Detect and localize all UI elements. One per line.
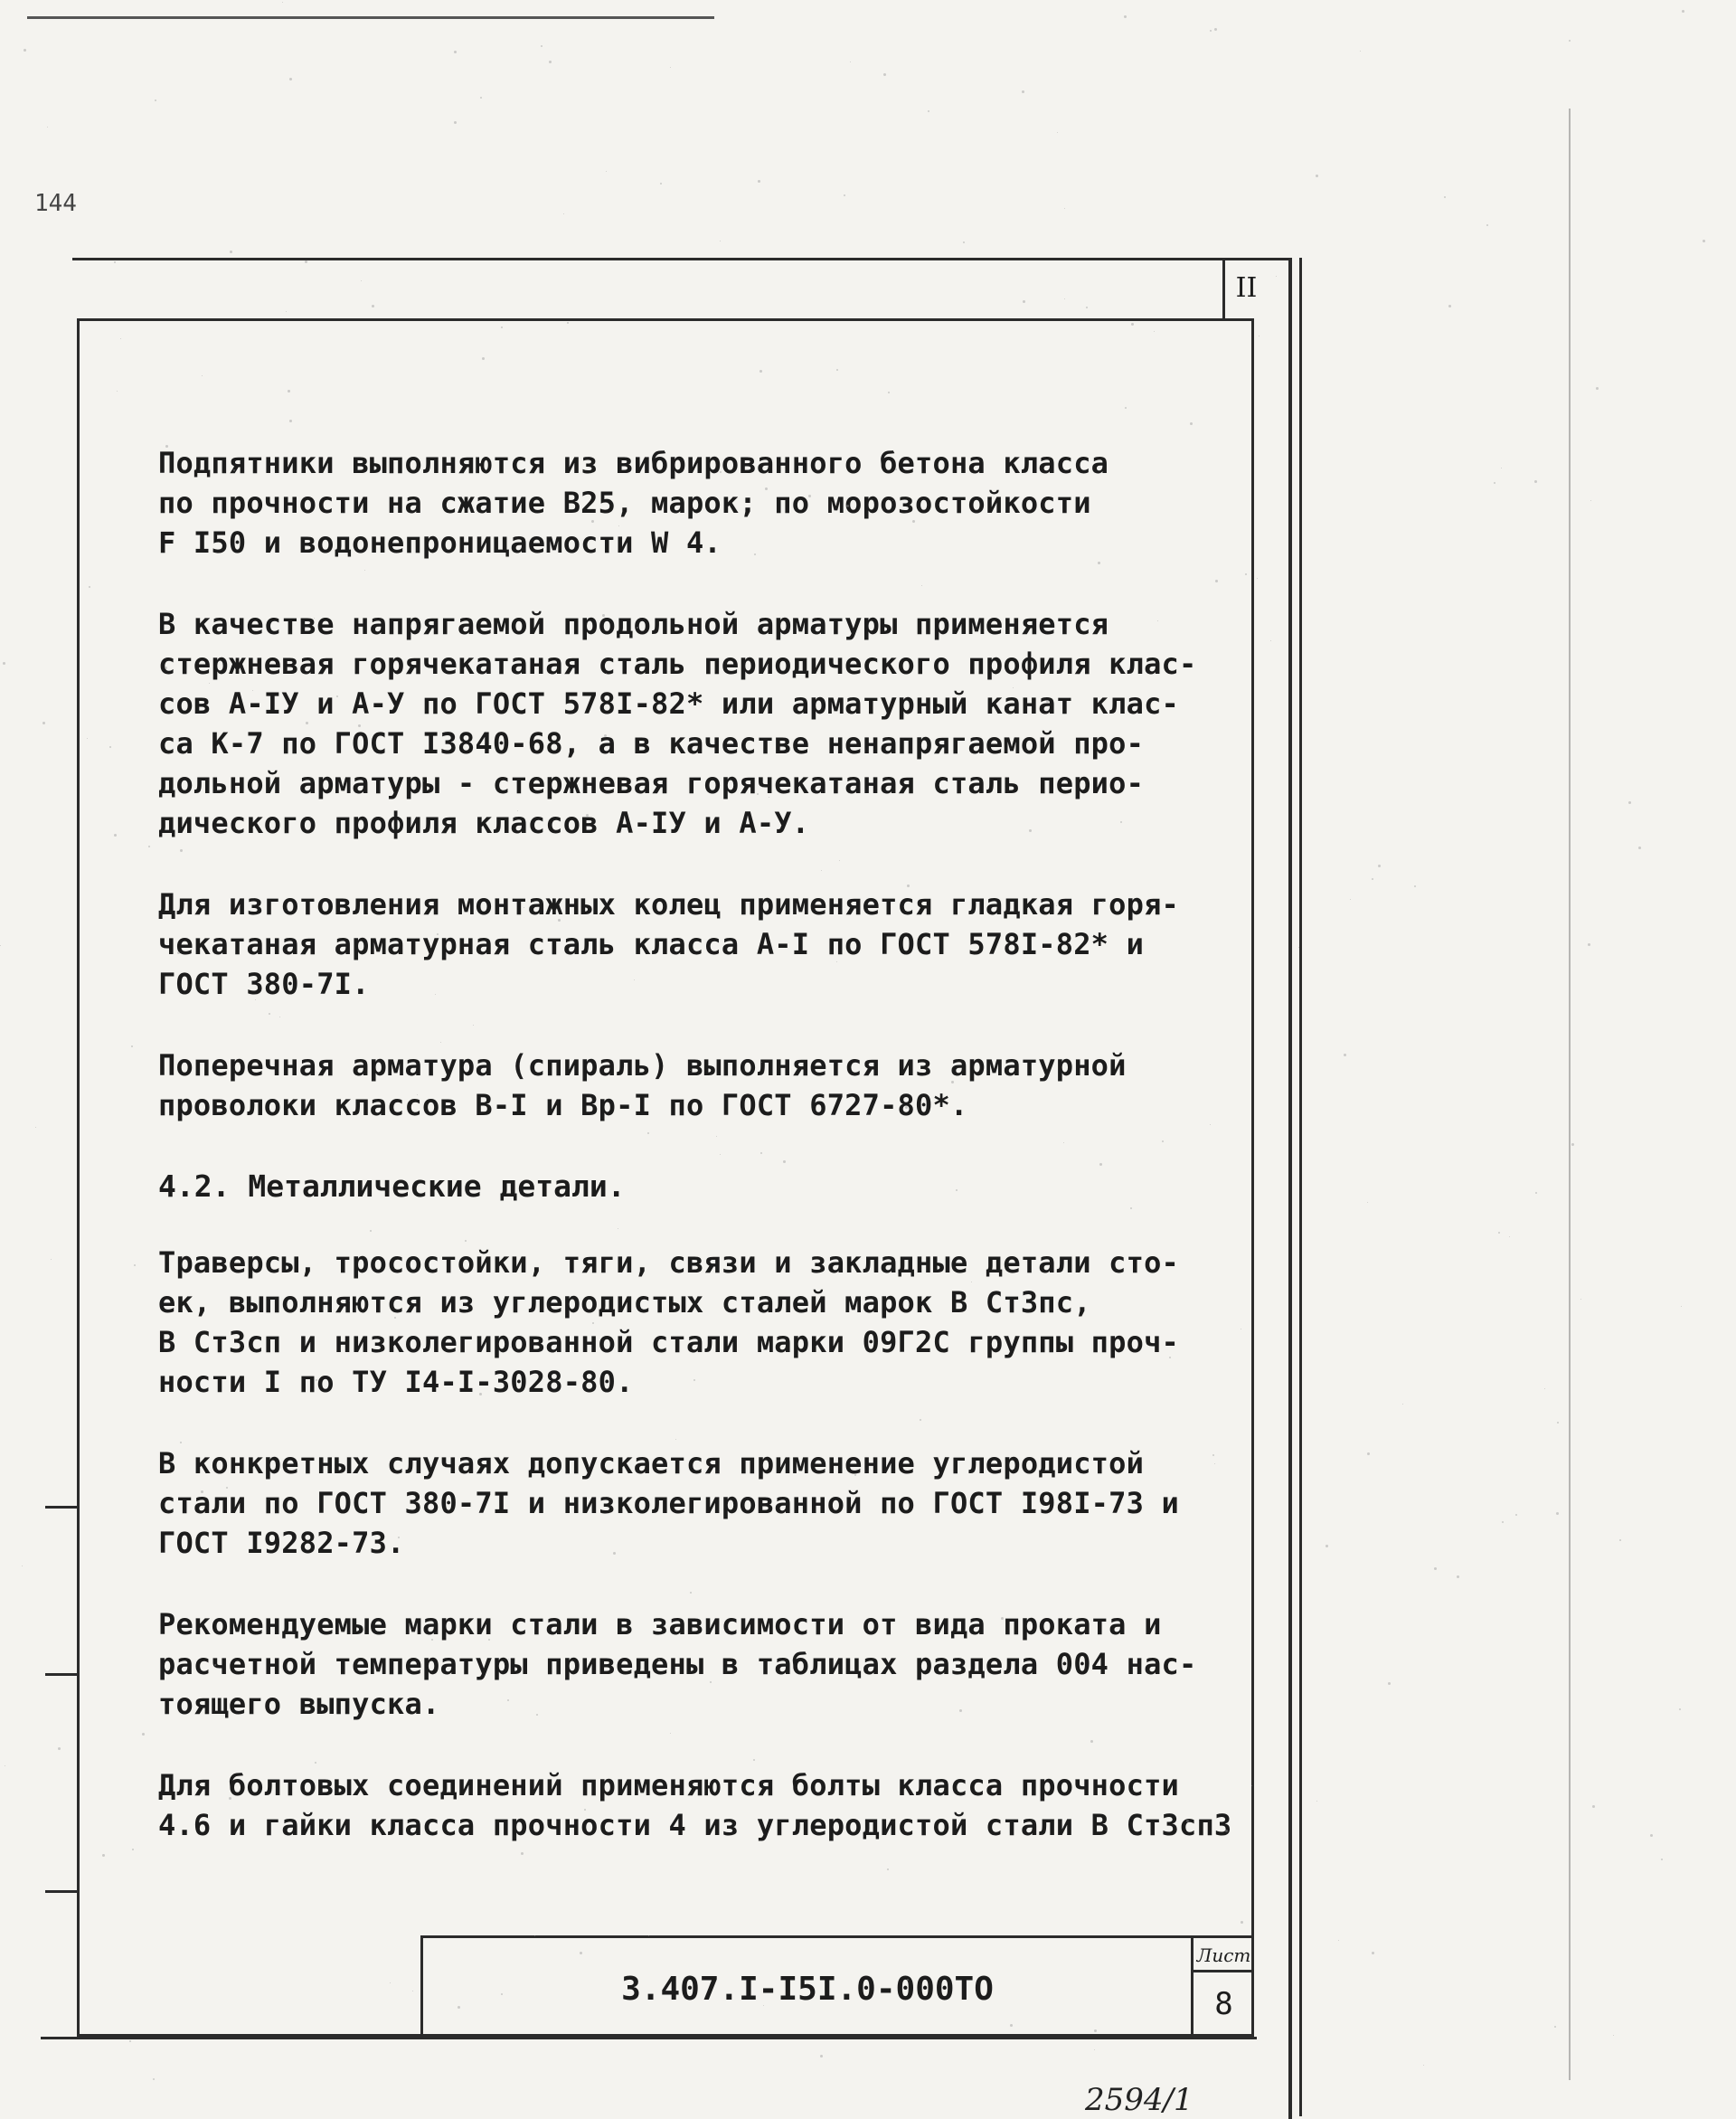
scan-noise-speck bbox=[431, 1639, 433, 1641]
text-line: сов А-IУ и А-У по ГОСТ 578I-82* или арматурный канат клас- bbox=[158, 686, 1180, 721]
scan-noise-speck bbox=[1120, 821, 1122, 823]
scan-noise-speck bbox=[1094, 2029, 1097, 2032]
scan-noise-speck bbox=[465, 1240, 467, 1242]
scan-noise-speck bbox=[510, 1347, 511, 1348]
scan-noise-speck bbox=[760, 1152, 762, 1154]
scan-noise-speck bbox=[1063, 1142, 1064, 1143]
section-heading-4-2: 4.2. Металлические детали. bbox=[158, 1168, 626, 1204]
scan-noise-speck bbox=[1580, 1299, 1581, 1300]
scan-noise-speck bbox=[618, 525, 619, 526]
scan-noise-speck bbox=[648, 1935, 649, 1936]
scan-noise-speck bbox=[808, 495, 811, 497]
scan-noise-speck bbox=[398, 1537, 400, 1538]
scan-noise-speck bbox=[361, 280, 362, 281]
text-line: стали по ГОСТ 380-7I и низколегированной по ГОСТ I98I-73 и bbox=[158, 1486, 1180, 1520]
scan-noise-speck bbox=[508, 1659, 509, 1660]
scan-noise-speck bbox=[912, 520, 915, 523]
scan-noise-speck bbox=[201, 1490, 203, 1493]
scan-noise-speck bbox=[364, 570, 365, 571]
scan-noise-speck bbox=[1509, 1236, 1510, 1237]
scan-noise-speck bbox=[606, 673, 607, 674]
scan-noise-speck bbox=[1162, 1140, 1164, 1142]
scan-noise-speck bbox=[1596, 387, 1599, 390]
text-line: проволоки классов В-I и Вр-I по ГОСТ 6727-80*. bbox=[158, 1088, 968, 1122]
scan-noise-speck bbox=[763, 2005, 764, 2006]
scan-noise-speck bbox=[180, 849, 183, 852]
scan-noise-speck bbox=[1571, 1143, 1574, 1146]
scan-noise-speck bbox=[758, 180, 760, 183]
paragraph-transverse-reinforcement bbox=[158, 1045, 1189, 1125]
scan-noise-speck bbox=[1102, 901, 1104, 903]
scan-noise-speck bbox=[757, 793, 759, 795]
scan-noise-speck bbox=[1157, 620, 1158, 621]
scan-noise-speck bbox=[233, 469, 235, 471]
scan-noise-speck bbox=[1064, 298, 1065, 299]
scan-noise-speck bbox=[1554, 2026, 1556, 2028]
scan-noise-speck bbox=[888, 392, 890, 393]
text-line: дольной арматуры - стержневая горячекатаная сталь перио- bbox=[158, 766, 1145, 800]
text-line: по прочности на сжатие В25, марок; по морозостойкости bbox=[158, 486, 1091, 520]
scan-noise-speck bbox=[558, 919, 561, 922]
scan-noise-speck bbox=[1486, 224, 1488, 226]
scan-noise-speck bbox=[109, 746, 111, 748]
scan-noise-speck bbox=[114, 261, 116, 263]
scan-noise-speck bbox=[1372, 878, 1373, 880]
scan-noise-speck bbox=[488, 1639, 490, 1641]
scan-noise-speck bbox=[1515, 1514, 1517, 1516]
scan-noise-speck bbox=[1494, 482, 1495, 484]
scan-noise-speck bbox=[716, 1136, 717, 1137]
scan-noise-speck bbox=[1434, 1567, 1437, 1570]
scan-noise-speck bbox=[372, 305, 374, 307]
scan-noise-speck bbox=[314, 618, 315, 619]
margin-tick bbox=[45, 1890, 80, 1893]
scan-noise-speck bbox=[87, 738, 88, 739]
scan-noise-speck bbox=[963, 241, 965, 243]
scan-noise-speck bbox=[591, 520, 594, 523]
scan-noise-speck bbox=[1257, 578, 1258, 579]
scan-noise-speck bbox=[760, 370, 762, 373]
scan-noise-speck bbox=[1703, 240, 1705, 242]
scan-noise-speck bbox=[1124, 15, 1127, 18]
sheet-label: Лист bbox=[1194, 1938, 1254, 1972]
scan-noise-speck bbox=[895, 468, 897, 470]
scan-noise-speck bbox=[1098, 562, 1100, 564]
scan-noise-speck bbox=[120, 338, 121, 339]
scan-noise-speck bbox=[454, 51, 457, 53]
scan-noise-speck bbox=[1094, 2049, 1095, 2050]
scan-noise-speck bbox=[883, 73, 886, 76]
scan-noise-speck bbox=[658, 1659, 660, 1660]
scan-noise-speck bbox=[1372, 1952, 1374, 1954]
scan-noise-speck bbox=[282, 2, 283, 3]
scan-noise-speck bbox=[517, 810, 518, 811]
document-code: 3.407.I-I5I.0-000ТО bbox=[621, 1970, 994, 2008]
text-line: В качестве напрягаемой продольной арматуры применяется bbox=[158, 607, 1109, 641]
scan-noise-speck bbox=[541, 45, 542, 47]
scan-noise-speck bbox=[1225, 1830, 1228, 1832]
scan-noise-speck bbox=[1388, 1682, 1391, 1685]
scan-noise-speck bbox=[892, 500, 893, 501]
scan-noise-speck bbox=[458, 2006, 460, 2009]
scan-noise-speck bbox=[390, 1982, 391, 1983]
text-line: Подпятники выполняются из вибрированного бетона класса bbox=[158, 446, 1109, 480]
scan-noise-speck bbox=[1270, 640, 1271, 641]
text-line: стержневая горячекатаная сталь периодического профиля клас- bbox=[158, 647, 1197, 681]
scan-noise-speck bbox=[534, 1935, 535, 1936]
scan-noise-speck bbox=[1214, 28, 1217, 31]
scan-noise-speck bbox=[1210, 30, 1212, 32]
scan-noise-speck bbox=[1661, 1859, 1663, 1860]
text-line: дического профиля классов А-IУ и А-У. bbox=[158, 806, 810, 840]
scan-noise-speck bbox=[761, 1062, 762, 1063]
scan-noise-speck bbox=[1588, 943, 1590, 946]
scan-noise-speck bbox=[1316, 1801, 1317, 1802]
corner-archive-mark: 144 bbox=[34, 190, 77, 217]
text-line: чекатаная арматурная сталь класса А-I по ГОСТ 578I-82* и bbox=[158, 927, 1145, 961]
scan-noise-speck bbox=[660, 183, 662, 184]
scan-noise-speck bbox=[132, 1849, 134, 1850]
scan-noise-speck bbox=[1241, 1921, 1243, 1924]
scan-noise-speck bbox=[1130, 1207, 1132, 1209]
scan-noise-speck bbox=[89, 586, 90, 588]
scan-noise-speck bbox=[226, 1487, 228, 1489]
scan-noise-speck bbox=[634, 979, 635, 980]
scan-noise-speck bbox=[47, 127, 48, 128]
scan-noise-speck bbox=[604, 734, 607, 737]
scan-noise-speck bbox=[602, 614, 605, 617]
scan-noise-speck bbox=[209, 683, 210, 684]
scan-noise-speck bbox=[316, 1379, 317, 1381]
scan-noise-speck bbox=[563, 213, 564, 214]
scan-noise-speck bbox=[1502, 1521, 1504, 1523]
scan-noise-speck bbox=[24, 49, 26, 52]
scan-noise-speck bbox=[1367, 1452, 1370, 1455]
scan-noise-speck bbox=[1360, 51, 1361, 52]
paragraph-recommended-steel bbox=[158, 1604, 1197, 1724]
scan-noise-speck bbox=[131, 1045, 133, 1047]
scan-noise-speck bbox=[920, 1419, 921, 1421]
scan-noise-speck bbox=[586, 814, 589, 817]
scan-noise-speck bbox=[286, 311, 287, 312]
scan-noise-speck bbox=[1534, 480, 1537, 483]
scan-noise-speck bbox=[536, 1714, 538, 1716]
scan-noise-speck bbox=[473, 1025, 474, 1026]
scan-noise-speck bbox=[690, 1070, 691, 1071]
scan-noise-speck bbox=[482, 357, 485, 360]
scan-noise-speck bbox=[1498, 1232, 1500, 1234]
scan-noise-speck bbox=[854, 1474, 856, 1476]
scan-noise-speck bbox=[1029, 829, 1032, 832]
scan-noise-speck bbox=[1613, 2035, 1614, 2036]
scan-noise-speck bbox=[670, 1733, 671, 1734]
scan-noise-speck bbox=[423, 780, 424, 781]
scan-noise-speck bbox=[269, 1013, 270, 1015]
scan-noise-speck bbox=[417, 1094, 418, 1095]
scan-noise-speck bbox=[288, 390, 290, 393]
scan-noise-speck bbox=[1367, 1202, 1368, 1203]
scan-noise-speck bbox=[315, 1762, 316, 1764]
scan-noise-speck bbox=[1214, 1463, 1215, 1464]
scan-noise-speck bbox=[1064, 208, 1065, 209]
scan-noise-speck bbox=[1057, 132, 1058, 133]
scan-noise-speck bbox=[1022, 90, 1024, 93]
scan-noise-speck bbox=[836, 369, 838, 371]
scan-noise-speck bbox=[637, 627, 638, 629]
text-line: Траверсы, тросостойки, тяги, связи и закладные детали сто- bbox=[158, 1245, 1180, 1280]
scan-noise-speck bbox=[230, 251, 232, 253]
text-line: ек, выполняются из углеродистых сталей марок В СтЗпс, bbox=[158, 1285, 1091, 1320]
scan-noise-speck bbox=[1001, 1617, 1004, 1620]
scan-noise-speck bbox=[754, 553, 756, 555]
scan-noise-speck bbox=[501, 1993, 503, 1995]
scan-noise-speck bbox=[959, 1709, 962, 1712]
handwritten-archive-number: 2594/1 bbox=[1085, 2082, 1194, 2118]
scan-noise-speck bbox=[1592, 1805, 1595, 1808]
scan-noise-speck bbox=[229, 1797, 231, 1800]
scan-noise-speck bbox=[394, 1317, 396, 1319]
outer-frame-edge bbox=[1299, 258, 1302, 2116]
scan-noise-speck bbox=[720, 1154, 721, 1155]
scan-noise-speck bbox=[844, 194, 845, 196]
text-line: са К-7 по ГОСТ I3840-68, а в качестве ненапрягаемой про- bbox=[158, 726, 1145, 761]
scan-noise-speck bbox=[255, 999, 256, 1000]
scan-noise-speck bbox=[1350, 899, 1351, 900]
scan-noise-speck bbox=[887, 1868, 889, 1870]
scan-noise-speck bbox=[1131, 323, 1134, 326]
text-line: Для изготовления монтажных колец применяется гладкая горя- bbox=[158, 887, 1180, 922]
scan-noise-speck bbox=[1090, 1740, 1093, 1743]
scan-noise-speck bbox=[1316, 175, 1318, 177]
scan-noise-speck bbox=[820, 2055, 823, 2058]
scan-noise-speck bbox=[177, 951, 180, 954]
scan-noise-speck bbox=[1414, 885, 1416, 887]
scan-noise-speck bbox=[202, 375, 203, 376]
scan-noise-speck bbox=[1619, 1539, 1621, 1541]
paragraph-mounting-rings bbox=[158, 884, 1189, 1004]
scan-noise-speck bbox=[821, 870, 822, 871]
text-line: тоящего выпуска. bbox=[158, 1687, 440, 1721]
scan-noise-speck bbox=[693, 1379, 695, 1381]
scan-noise-speck bbox=[142, 1733, 145, 1736]
scan-noise-speck bbox=[1210, 1124, 1211, 1125]
scan-noise-speck bbox=[507, 1699, 509, 1701]
scan-noise-speck bbox=[1154, 331, 1155, 332]
margin-tick bbox=[45, 1506, 80, 1509]
scan-top-line bbox=[27, 16, 714, 19]
scan-noise-speck bbox=[1056, 905, 1057, 906]
scan-noise-speck bbox=[501, 326, 503, 328]
scan-noise-speck bbox=[836, 961, 837, 962]
scan-noise-speck bbox=[1378, 865, 1381, 867]
scan-noise-speck bbox=[129, 2040, 131, 2042]
text-line: 4.6 и гайки класса прочности 4 из углеродистой стали В СтЗсп3 bbox=[158, 1808, 1232, 1842]
scan-noise-speck bbox=[58, 1747, 61, 1750]
scan-noise-speck bbox=[165, 667, 167, 669]
scan-noise-speck bbox=[1679, 1708, 1681, 1710]
scan-noise-speck bbox=[1344, 1054, 1346, 1056]
scan-noise-speck bbox=[1402, 1404, 1403, 1405]
paragraph-traverses bbox=[158, 1243, 1189, 1402]
scan-noise-speck bbox=[435, 994, 436, 995]
scan-noise-speck bbox=[0, 945, 1, 946]
text-line: ности I по ТУ I4-I-3028-80. bbox=[158, 1365, 634, 1399]
scan-noise-speck bbox=[252, 690, 253, 691]
scan-noise-speck bbox=[1099, 1163, 1102, 1166]
scan-noise-speck bbox=[839, 860, 840, 861]
scan-noise-speck bbox=[559, 1059, 560, 1060]
scan-noise-speck bbox=[928, 110, 929, 112]
scan-noise-speck bbox=[1681, 1306, 1682, 1307]
scan-noise-speck bbox=[907, 1979, 909, 1981]
scan-noise-speck bbox=[846, 505, 849, 507]
scan-noise-speck bbox=[584, 1809, 586, 1811]
scan-noise-speck bbox=[305, 260, 307, 263]
margin-tick bbox=[45, 1673, 80, 1676]
scan-noise-speck bbox=[114, 834, 117, 837]
text-line: ГОСТ 380-7I. bbox=[158, 967, 370, 1001]
scan-noise-speck bbox=[690, 1592, 692, 1594]
scan-edge-line bbox=[1569, 109, 1571, 2080]
scan-noise-speck bbox=[951, 1081, 954, 1083]
scan-noise-speck bbox=[1086, 307, 1088, 308]
scan-noise-speck bbox=[370, 1230, 372, 1232]
text-line: F I50 и водонепроницаемости W 4. bbox=[158, 525, 722, 560]
scan-noise-speck bbox=[1638, 847, 1641, 849]
document-body bbox=[158, 443, 1232, 1887]
scan-noise-speck bbox=[1010, 2024, 1013, 2027]
scan-noise-speck bbox=[42, 722, 45, 724]
scan-noise-speck bbox=[148, 846, 150, 847]
scan-noise-speck bbox=[1557, 1422, 1559, 1424]
scan-noise-speck bbox=[592, 1322, 594, 1324]
scan-noise-speck bbox=[289, 420, 292, 422]
scan-noise-speck bbox=[1338, 1940, 1339, 1941]
scan-noise-speck bbox=[783, 1160, 786, 1163]
text-line: В конкретных случаях допускается применение углеродистой bbox=[158, 1446, 1145, 1480]
scan-noise-speck bbox=[336, 695, 338, 697]
scan-noise-speck bbox=[1682, 10, 1684, 13]
scan-noise-speck bbox=[1457, 1575, 1459, 1578]
scan-noise-speck bbox=[1190, 422, 1193, 425]
scan-noise-speck bbox=[765, 487, 768, 490]
scan-noise-speck bbox=[1215, 580, 1218, 582]
text-line: ГОСТ I9282-73. bbox=[158, 1526, 405, 1560]
text-line: Поперечная арматура (спираль) выполняется из арматурной bbox=[158, 1048, 1127, 1083]
scan-noise-speck bbox=[647, 1132, 649, 1134]
text-line: Для болтовых соединений применяются болты класса прочности bbox=[158, 1768, 1180, 1802]
scan-noise-speck bbox=[1544, 1388, 1545, 1389]
scan-noise-speck bbox=[134, 1264, 136, 1266]
scan-noise-speck bbox=[1245, 573, 1247, 575]
scan-noise-speck bbox=[580, 1952, 582, 1954]
scan-noise-speck bbox=[670, 67, 671, 68]
scan-noise-speck bbox=[613, 1552, 616, 1555]
scan-noise-speck bbox=[51, 1259, 52, 1260]
scan-noise-speck bbox=[479, 1393, 482, 1395]
scan-noise-speck bbox=[533, 902, 534, 903]
scan-noise-speck bbox=[1556, 1512, 1559, 1515]
scan-noise-speck bbox=[753, 1759, 755, 1761]
scan-noise-speck bbox=[1251, 1785, 1252, 1786]
scan-noise-speck bbox=[1628, 801, 1631, 804]
scan-noise-speck bbox=[165, 445, 168, 448]
scan-noise-speck bbox=[720, 471, 722, 473]
scan-noise-speck bbox=[1276, 276, 1277, 277]
scan-noise-speck bbox=[850, 61, 851, 62]
scan-noise-speck bbox=[555, 750, 556, 751]
scan-noise-speck bbox=[549, 61, 552, 63]
scan-noise-speck bbox=[440, 1042, 441, 1043]
scan-noise-speck bbox=[1298, 947, 1299, 948]
paragraph-bolts bbox=[158, 1765, 1232, 1845]
sheet-box bbox=[1191, 1938, 1254, 2039]
scan-noise-speck bbox=[35, 1127, 36, 1128]
scan-noise-speck bbox=[710, 1681, 712, 1683]
text-line: Рекомендуемые марки стали в зависимости от вида проката и bbox=[158, 1607, 1162, 1641]
text-line: расчетной температуры приведены в таблицах раздела 004 нас- bbox=[158, 1647, 1197, 1681]
scan-noise-speck bbox=[1212, 1454, 1214, 1456]
scan-noise-speck bbox=[1444, 196, 1446, 198]
scan-noise-speck bbox=[1448, 305, 1451, 307]
scan-noise-speck bbox=[306, 722, 308, 724]
scan-noise-speck bbox=[480, 97, 482, 99]
scan-noise-speck bbox=[289, 78, 292, 80]
paragraph-thrust-bearings bbox=[158, 443, 1189, 563]
scan-noise-speck bbox=[358, 724, 361, 727]
scan-noise-speck bbox=[180, 1442, 182, 1443]
scan-noise-speck bbox=[1650, 1834, 1653, 1837]
scan-noise-speck bbox=[214, 1664, 216, 1666]
scan-noise-speck bbox=[454, 121, 457, 124]
scan-noise-speck bbox=[907, 884, 910, 887]
scan-noise-speck bbox=[606, 171, 607, 172]
scan-noise-speck bbox=[1423, 2065, 1424, 2066]
scan-noise-speck bbox=[1590, 500, 1591, 501]
top-sheet-number: II bbox=[1222, 258, 1268, 318]
scan-noise-speck bbox=[956, 1189, 958, 1191]
scan-noise-speck bbox=[905, 1106, 908, 1109]
scan-noise-speck bbox=[1125, 407, 1127, 409]
text-line: В СтЗсп и низколегированной стали марки 09Г2С группы проч- bbox=[158, 1325, 1180, 1359]
sheet-number: 8 bbox=[1214, 1986, 1233, 2022]
scan-noise-speck bbox=[3, 662, 5, 665]
scan-noise-speck bbox=[1186, 1820, 1189, 1822]
scan-noise-speck bbox=[155, 99, 156, 101]
scan-noise-speck bbox=[1569, 40, 1571, 42]
scan-noise-speck bbox=[1046, 700, 1049, 703]
paragraph-specific-cases bbox=[158, 1443, 1189, 1563]
scan-noise-speck bbox=[437, 933, 439, 935]
scan-noise-speck bbox=[1023, 300, 1025, 303]
scan-noise-speck bbox=[1169, 1357, 1171, 1358]
title-block bbox=[420, 1935, 1254, 2037]
scan-noise-speck bbox=[102, 1854, 105, 1857]
scan-noise-speck bbox=[153, 2078, 155, 2080]
scan-noise-speck bbox=[117, 391, 118, 392]
scan-noise-speck bbox=[921, 585, 922, 586]
paragraph-reinforcement bbox=[158, 604, 1197, 843]
scan-noise-speck bbox=[521, 1852, 524, 1855]
scan-noise-speck bbox=[1535, 1192, 1537, 1194]
scan-noise-speck bbox=[567, 322, 569, 324]
scan-noise-speck bbox=[1326, 1545, 1328, 1547]
scan-noise-speck bbox=[675, 1439, 676, 1440]
scan-noise-speck bbox=[1013, 687, 1014, 688]
